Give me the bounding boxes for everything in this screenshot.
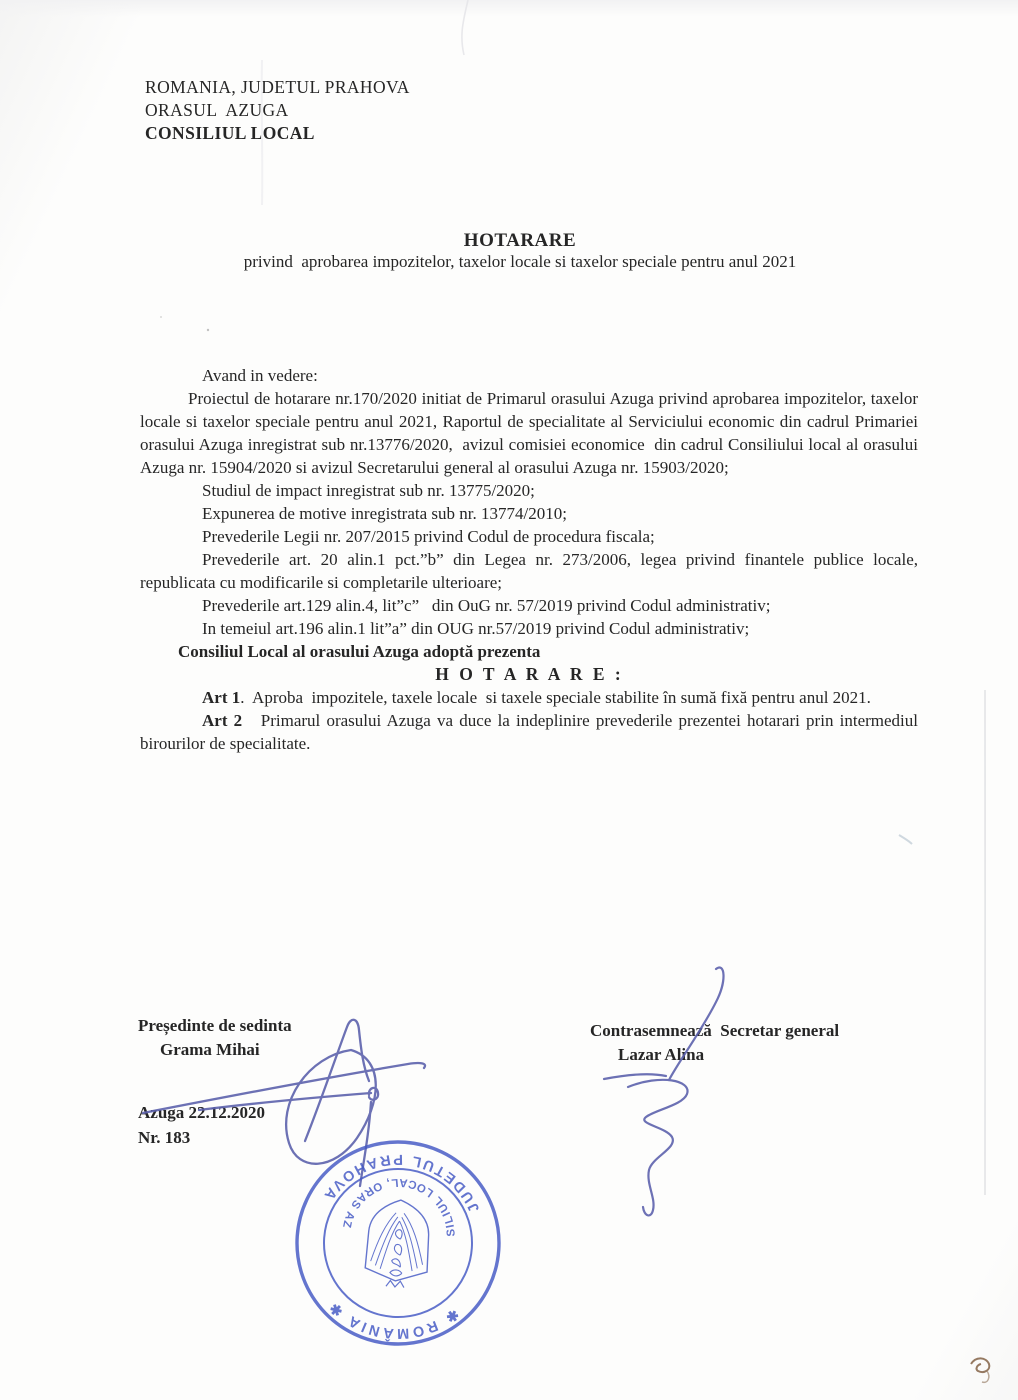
letterhead-country-line: ROMANIA, JUDETUL PRAHOVA bbox=[145, 77, 410, 97]
footer-block bbox=[138, 1100, 265, 1150]
emblem-crown bbox=[386, 1280, 404, 1287]
crease-line bbox=[985, 690, 986, 1195]
decision-heading: H O T A R A R E : bbox=[435, 664, 623, 684]
secretary-name: Lazar Alina bbox=[618, 1045, 705, 1064]
document-subtitle: privind aprobarea impozitelor, taxelor locale si taxelor speciale pentru anul 2021 bbox=[243, 252, 797, 271]
stamp-outer-ring bbox=[290, 1135, 506, 1351]
recital-item: Prevederile art. 20 alin.1 pct.”b” din Legea nr. 273/2006, legea privind finantele publice locale, republicata cu modificarile si completarile ulterioare; bbox=[140, 550, 923, 592]
recital-item: Prevederile art.129 alin.4, lit”c” din OuG nr. 57/2019 privind Codul administrativ; bbox=[202, 596, 771, 615]
emblem-wing-line bbox=[398, 1217, 420, 1268]
stamp-inner-text: CONSILIUL LOCAL, ORAS AZUGA bbox=[339, 1175, 458, 1253]
speck bbox=[207, 329, 209, 331]
ink-blot bbox=[982, 1371, 989, 1382]
speck bbox=[160, 316, 162, 318]
document-title: HOTARARE bbox=[463, 230, 577, 251]
article-2-text: Primarul orasului Azuga va duce la indeplinire prevederile prezentei hotarari prin intermediul birourilor de specialitate. bbox=[140, 711, 923, 753]
signature-stroke bbox=[604, 1074, 666, 1079]
emblem-shield bbox=[364, 1198, 431, 1283]
letterhead-city-line: ORASUL AZUGA bbox=[145, 100, 289, 120]
president-name: Grama Mihai bbox=[160, 1040, 260, 1059]
preamble-main-recital: Proiectul de hotarare nr.170/2020 initiat de Primarul orasului Azuga privind aprobarea impozitelor, taxelor locale si taxelor speciale pentru anul 2021, Raportul de specialitate al Serviciului economic din cadrul Primariei orasului Azuga inregistrat sub nr.13776/2020, avizul comisiei economice din cadrul Consiliului local al orasului Azuga nr. 15904/2020 si avizul Secretarului general al orasului Azuga nr. 15903/2020; bbox=[140, 389, 923, 477]
emblem-wing-line bbox=[375, 1216, 397, 1267]
article-2 bbox=[140, 709, 923, 755]
secretary-role: Contrasemnează Secretar general bbox=[590, 1021, 840, 1040]
recital-item: Prevederile Legii nr. 207/2015 privind Codul de procedura fiscala; bbox=[202, 527, 655, 546]
president-role: Președinte de sedinta bbox=[138, 1016, 292, 1035]
emblem-wing-line bbox=[401, 1213, 426, 1264]
article-1-label: Art 1 bbox=[202, 688, 241, 707]
emblem-wing-line bbox=[371, 1211, 396, 1262]
recital-item: Studiul de impact inregistrat sub nr. 13775/2020; bbox=[202, 481, 535, 500]
article-1 bbox=[140, 686, 918, 709]
ink-blot bbox=[971, 1358, 989, 1372]
official-stamp bbox=[290, 1135, 506, 1351]
signature-stroke bbox=[305, 1020, 369, 1141]
signature-stroke bbox=[628, 1080, 688, 1216]
place-and-date: Azuga 22.12.2020 bbox=[138, 1103, 266, 1122]
article-2-label: Art 2 bbox=[202, 711, 243, 730]
president-signature-block bbox=[138, 1014, 292, 1062]
secretary-signature-block bbox=[590, 1019, 839, 1067]
document-body bbox=[140, 364, 923, 755]
letterhead-council-line: CONSILIUL LOCAL bbox=[145, 123, 315, 143]
speck bbox=[899, 835, 912, 844]
signature-stroke bbox=[369, 1088, 378, 1100]
legal-basis: In temeiul art.196 alin.1 lit”a” din OUG nr.57/2019 privind Codul administrativ; bbox=[202, 619, 750, 638]
article-1-text: . Aproba impozitele, taxele locale si taxele speciale stabilite în sumă fixă pentru anul 2021. bbox=[240, 688, 871, 707]
stamp-country-text: ✱ ROMÂNIA ✱ bbox=[324, 1297, 462, 1342]
title-block bbox=[120, 230, 920, 272]
crease-line bbox=[462, 0, 468, 55]
recital-item: Expunerea de motive inregistrata sub nr. 13774/2010; bbox=[202, 504, 567, 523]
stamp-coat-of-arms bbox=[364, 1198, 432, 1289]
stamp-inner-ring bbox=[319, 1164, 477, 1322]
preamble-intro: Avand in vedere: bbox=[202, 366, 318, 385]
signature-stroke bbox=[360, 1102, 371, 1186]
emblem-eagle-scribble bbox=[390, 1229, 405, 1276]
signature-stroke bbox=[286, 1050, 376, 1164]
secretary-handwritten-signature bbox=[604, 968, 724, 1216]
adoption-clause: Consiliul Local al orasului Azuga adoptă prezenta bbox=[178, 642, 541, 661]
emblem-wing-line bbox=[396, 1221, 415, 1271]
letterhead bbox=[145, 76, 410, 145]
stamp-county-text: JUDETUL PRAHOVA bbox=[318, 1150, 484, 1215]
emblem-wing-line bbox=[380, 1220, 399, 1270]
decision-number: Nr. 183 bbox=[138, 1128, 191, 1147]
